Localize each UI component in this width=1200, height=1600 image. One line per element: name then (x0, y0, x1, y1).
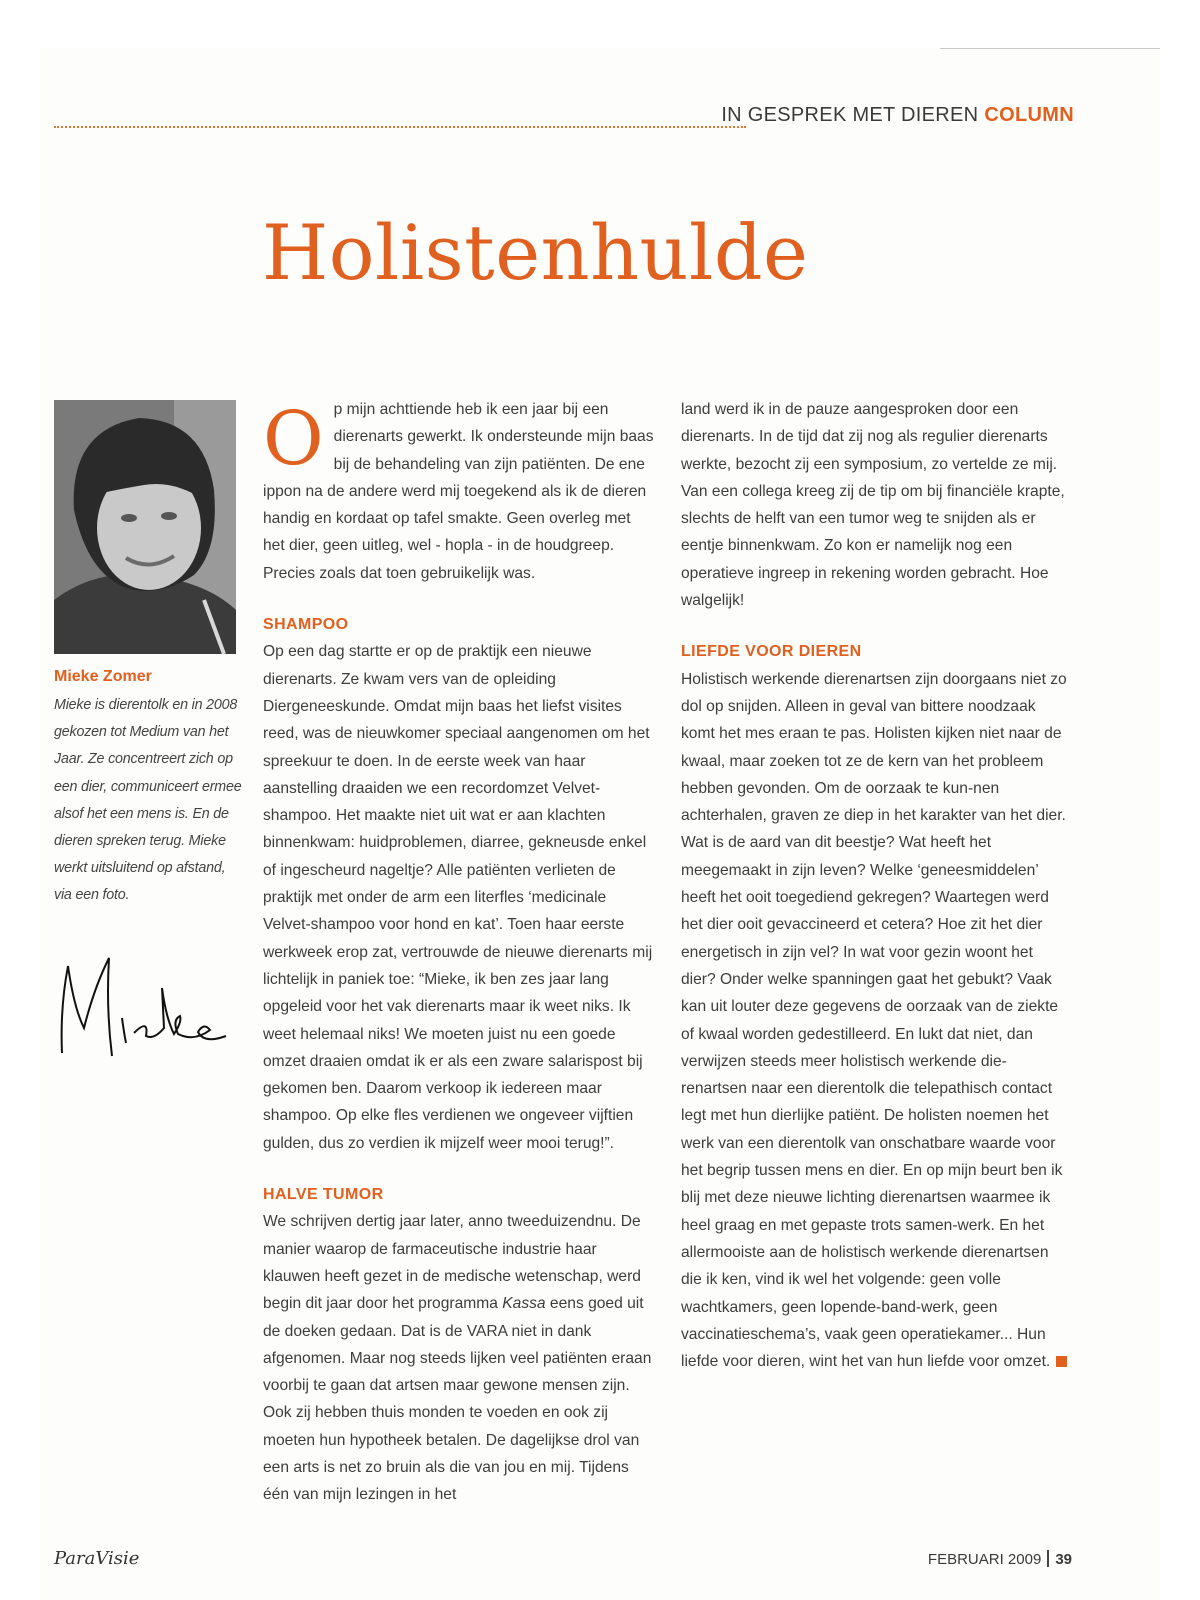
article-title: Holistenhulde (262, 208, 809, 297)
end-mark-icon (1056, 1356, 1067, 1367)
signature-drawing (54, 948, 234, 1058)
header-dotted-rule (54, 126, 746, 128)
author-name: Mieke Zomer (54, 668, 152, 685)
header-category: COLUMN (984, 104, 1074, 126)
intro-text: p mijn achttiende heb ik een jaar bij een dierenarts gewerkt. Ik ondersteunde mijn baas bij de behandeling van zijn patiënten. De ene ippon na de andere werd mij toegekend als ik de dieren handig en kordaat op tafel smakte. Geen overleg met het dier, geen uitleg, wel - hopla - in de houdgreep. Precies zoals dat toen gebruikelijk was. (263, 401, 654, 582)
author-description: Mieke is dierentolk en in 2008 gekozen tot Medium van het Jaar. Ze concentreert zich op een dier, communiceert ermee alsof het een mens is. En de dieren spreken terug. Mieke werkt uitsluitend op afstand, via een foto. (54, 697, 242, 904)
footer-magazine-name: ParaVisie (54, 1548, 140, 1569)
drop-cap: O (263, 396, 324, 482)
liefde-text: Holistisch werkende dierenartsen zijn doorgaans niet zo dol op snijden. Alleen in geval van bittere noodzaak komt het mes eraan te pas. Holisten kijken niet naar de kwaal, maar zoeken tot ze de kern van het probleem hebben gevonden. Om de oorzaak te kun-nen achterhalen, graven ze diep in het karakter van het dier. Wat is de aard van dit beestje? Wat heeft het meegemaakt in zijn leven? Welke ‘geneesmiddelen’ heeft het ooit toegediend gekregen? Waartegen werd het dier ooit gevaccineerd et cetera? Hoe zit het dier energetisch in zijn vel? In wat voor gezin woont het dier? Onder welke spanningen gaat het gebukt? Vaak kan uit louter deze gegevens de oorzaak van de ziekte of kwaal worden gedestilleerd. En lukt dat niet, dan verwijzen steeds meer holistisch werkende die-renartsen naar een dierentolk die telepathisch contact legt met hun dierlijke patiënt. De holisten noemen het werk van een dierentolk van onschatbare waarde voor het begrip tussen mens en dier. En op mijn beurt ben ik blij met deze nieuwe lichting dierenartsen waarmee ik heel graag en met gepaste trots samen-werk. En het allermooiste aan de holistisch werkende dierenartsen die ik ken, vind ik wel het volgende: geen volle wachtkamers, geen lopende-band-werk, geen vaccinatieschema’s, vaak geen operatiekamer... Hun liefde voor dieren, wint het van hun liefde voor omzet. (681, 670, 1067, 1371)
author-portrait-illustration (54, 400, 236, 654)
article-column-1 (263, 396, 656, 1509)
scan-edge-line (940, 48, 1160, 49)
halve-tumor-text-a: We schrijven dertig jaar later, anno tweeduizendnu. De manier waarop de farmaceutische industrie haar klauwen heeft gezet in de medische wetenschap, werd begin dit jaar door het programma (263, 1213, 641, 1313)
program-name: Kassa (502, 1295, 546, 1313)
article-column-2 (681, 396, 1071, 1375)
continued-paragraph: land werd ik in de pauze aangesproken door een dierenarts. In de tijd dat zij nog als regulier dierenarts werkte, bezocht zij een symposium, zo vertelde ze mij. Van een collega kreeg zij de tip om bij financiële krapte, slechts de helft van een tumor weg te snijden als er eentje binnenkwam. Zo kon er namelijk nog een operatieve ingreep in rekening worden gebracht. Hoe walgelijk! (681, 401, 1065, 610)
footer-issue: FEBRUARI 2009 (927, 1551, 1042, 1568)
shampoo-paragraph: Op een dag startte er op de praktijk een nieuwe dierenarts. Ze kwam vers van de opleiding Diergeneeskunde. Omdat mijn baas het liefst visites reed, was de nieuwkomer speciaal aangenomen om het spreekuur te doen. In de eerste week van haar aanstelling draaiden we een recordomzet Velvet-shampoo. Het maakte niet uit wat er aan klachten binnenkwam: huidproblemen, diarree, gekneusde enkel of ingescheurd nageltje? Alle patiënten verlieten de praktijk met onder de arm een literfles ‘medicinale Velvet-shampoo voor hond en kat’. Toen haar eerste werkweek erop zat, vertrouwde de nieuwe dierenarts mij lichtelijk in paniek toe: “Mieke, ik ben zes jaar lang opgeleid voor het vak dierenarts maar ik weet niks. Ik weet helemaal niks! We moeten juist nu een goede omzet draaien omdat ik er als een zware salarispost bij gekomen ben. Daarom verkoop ik iedereen maar shampoo. Op elke fles verdienen we ongeveer vijftien gulden, dus zo verdien ik mijzelf weer mooi terug!”. (263, 643, 653, 1152)
author-signature (54, 948, 234, 1058)
heading-liefde-voor-dieren: LIEFDE VOOR DIEREN (681, 643, 862, 661)
header-label (721, 104, 1074, 127)
page-number: 39 (1055, 1551, 1072, 1568)
footer-separator (1047, 1550, 1049, 1567)
footer-page-info (928, 1550, 1072, 1568)
heading-halve-tumor: HALVE TUMOR (263, 1186, 384, 1204)
author-photo (54, 400, 236, 654)
liefde-paragraph (681, 666, 1071, 1376)
halve-tumor-paragraph (263, 1208, 656, 1508)
header-section: IN GESPREK MET DIEREN (721, 104, 979, 126)
section-header (54, 104, 1074, 134)
halve-tumor-text-b: eens goed uit de doeken gedaan. Dat is de VARA niet in dank afgenomen. Maar nog steeds lijken veel patiënten eraan voorbij te gaan dat artsen maar gewone mensen zijn. Ook zij hebben thuis monden te voeden en ook zij moeten hun hypotheek betalen. De dagelijkse drol van een arts is net zo bruin als die van jou en mij. Tijdens één van mijn lezingen in het (263, 1295, 652, 1504)
heading-shampoo: SHAMPOO (263, 616, 349, 634)
intro-paragraph (263, 396, 656, 587)
author-bio (54, 668, 244, 910)
